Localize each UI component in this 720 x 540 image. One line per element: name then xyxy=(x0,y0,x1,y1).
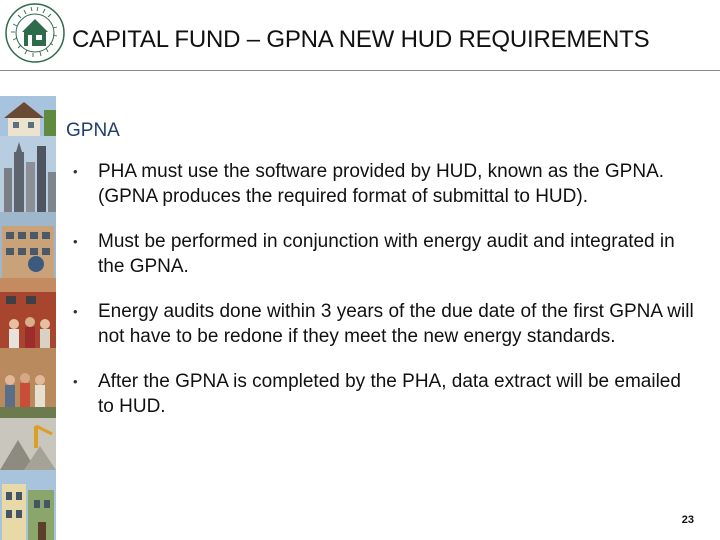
list-item xyxy=(73,160,702,209)
city-skyline-photo xyxy=(0,136,56,212)
bullet-icon: • xyxy=(73,234,78,249)
townhouse-photo xyxy=(0,470,56,540)
bullet-icon: • xyxy=(73,164,78,179)
header-divider xyxy=(0,70,720,71)
hud-seal-icon xyxy=(4,2,66,64)
bullet-icon: • xyxy=(73,304,78,319)
house-photo xyxy=(0,96,56,136)
photo-strip xyxy=(0,96,56,540)
list-item xyxy=(73,300,702,349)
family-group-photo xyxy=(0,278,56,348)
bullet-icon: • xyxy=(73,374,78,389)
bullet-list xyxy=(73,160,702,419)
apartment-building-photo xyxy=(0,212,56,278)
bullet-text: PHA must use the software provided by HUD, known as the GPNA. (GPNA produces the required format of submittal to HUD). xyxy=(98,161,665,207)
section-heading: GPNA xyxy=(66,120,120,141)
bullet-text: After the GPNA is completed by the PHA, data extract will be emailed to HUD. xyxy=(98,371,681,417)
construction-site-photo xyxy=(0,418,56,470)
list-item xyxy=(73,370,702,419)
family-group-photo-2 xyxy=(0,348,56,418)
list-item xyxy=(73,230,702,279)
page-title: CAPITAL FUND – GPNA NEW HUD REQUIREMENTS xyxy=(72,26,650,53)
bullet-text: Energy audits done within 3 years of the due date of the first GPNA will not have to be redone if they meet the new energy standards. xyxy=(98,301,694,347)
bullet-text: Must be performed in conjunction with energy audit and integrated in the GPNA. xyxy=(98,231,675,277)
page-number: 23 xyxy=(681,514,694,526)
